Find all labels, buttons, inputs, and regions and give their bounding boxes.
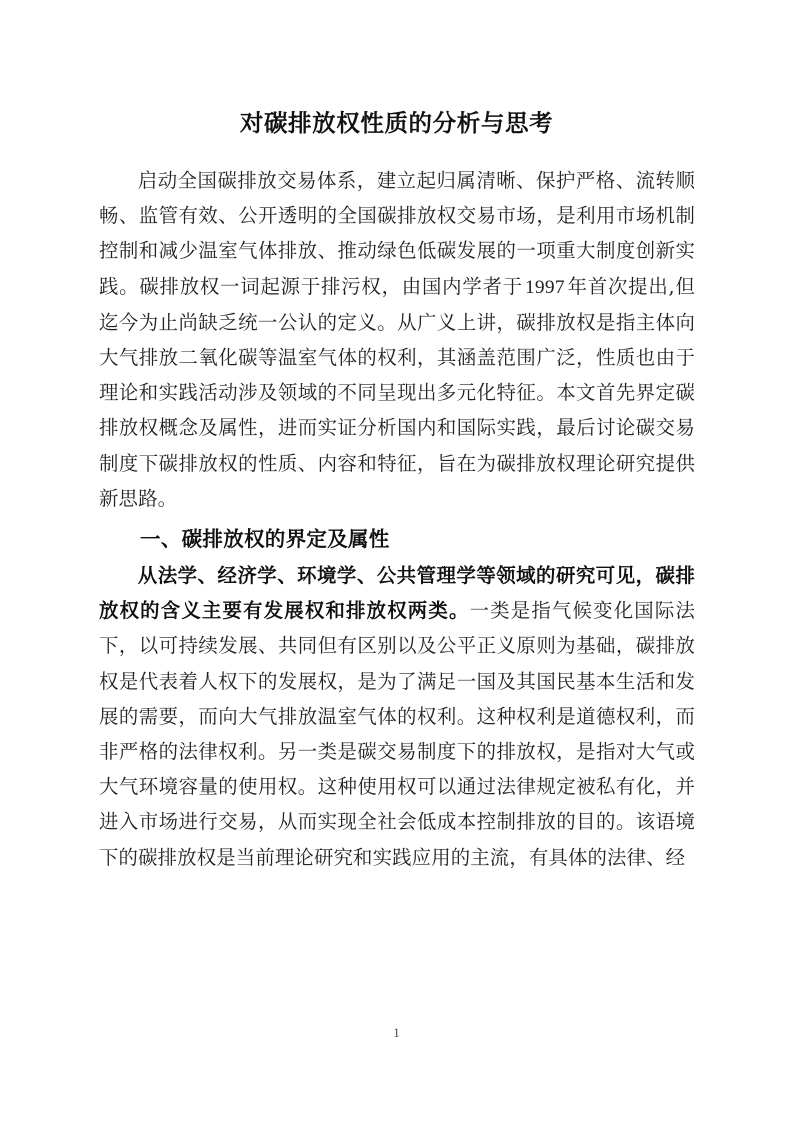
section-heading-one: 一、碳排放权的界定及属性 (140, 527, 390, 552)
paragraph-intro-part1: 启动全国碳排放交易体系，建立起归属清晰、保护严格、流转顺畅、监管有效、公开透明的全国碳排放权交易市场，是利用市场机制控制和减少温室气体排放、推动绿色低碳发展的一项重大制度创新实践。碳排放权一词起源于排污权，由国内学者于 (99, 169, 695, 298)
paragraph-intro (99, 163, 695, 516)
paragraph-section-one (99, 558, 695, 875)
paragraph-bold-lead: 从法学、经济学、环境学、公共管理学等领域的研究可见，碳排放权的含义主要有发展权和排放权两类。 (99, 564, 695, 623)
document-body (99, 163, 695, 875)
paragraph-section-one-rest: 一类是指气候变化国际法下，以可持续发展、共同但有区别以及公平正义原则为基础，碳排放权是代表着人权下的发展权，是为了满足一国及其国民基本生活和发展的需要，而向大气排放温室气体的权利。这种权利是道德权利，而非严格的法律权利。另一类是碳交易制度下的排放权，是指对大气或大气环境容量的使用权。这种使用权可以通过法律规定被私有化，并进入市场进行交易，从而实现全社会低成本控制排放的目的。该语境下的碳排放权是当前理论研究和实践应用的主流，有具体的法律、经 (99, 599, 695, 869)
paragraph-intro-part2: 年首次提出,但迄今为止尚缺乏统一公认的定义。从广义上讲，碳排放权是指主体向大气排放二氧化碳等温室气体的权利，其涵盖范围广泛，性质也由于理论和实践活动涉及领域的不同呈现出多元化特征。本文首先界定碳排放权概念及属性，进而实证分析国内和国际实践，最后讨论碳交易制度下碳排放权的性质、内容和特征，旨在为碳排放权理论研究提供新思路。 (99, 274, 696, 510)
page-title: 对碳排放权性质的分析与思考 (239, 108, 554, 137)
year-value: 1997 (524, 276, 565, 298)
page-number: 1 (393, 1026, 400, 1040)
